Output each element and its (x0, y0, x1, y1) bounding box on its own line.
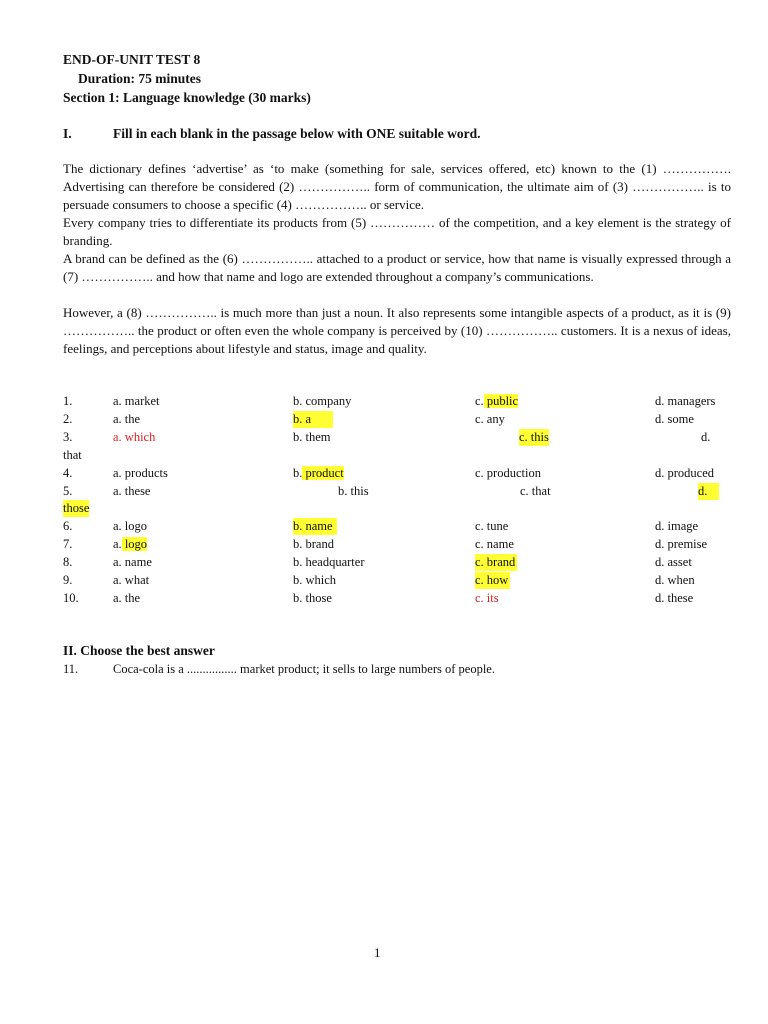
option-d-highlighted: d. (698, 483, 719, 500)
option-b (293, 465, 344, 482)
option-c-highlighted: c. brand (475, 555, 516, 569)
option-d: d. managers (655, 394, 716, 408)
answer-number: 1. (63, 394, 73, 408)
answer-number: 4. (63, 466, 73, 480)
test-title: END-OF-UNIT TEST 8 (63, 52, 201, 67)
option-d: d. premise (655, 537, 708, 551)
answer-number: 5. (63, 484, 73, 498)
option-d-wrap-highlighted: those (63, 501, 90, 515)
option-d: d. image (655, 519, 699, 533)
test-duration: Duration: 75 minutes (78, 71, 202, 86)
option-a (113, 536, 147, 553)
option-prefix: c. (475, 394, 484, 408)
option-d: d. when (655, 573, 695, 587)
option-a: a. logo (113, 519, 148, 533)
option-a: a. market (113, 394, 160, 408)
section-heading: Section 1: Language knowledge (30 marks) (63, 90, 311, 105)
option-b: b. those (293, 591, 332, 605)
option-c-highlighted: c. how (475, 573, 509, 587)
highlighted-answer: product (302, 466, 344, 480)
option-d: d. these (655, 591, 694, 605)
passage-paragraph-4: However, a (8) …………….. is much more than just a noun. It also represents some intangible aspects of a product, as it is (9) …………….. the product or often even the whole company is perceived by (10) …………….. customers. It is a nexus of ideas, feelings, and perceptions about lifestyle and status, image and quality. (63, 305, 731, 356)
option-c: c. that (520, 484, 551, 498)
option-b: b. them (293, 430, 331, 444)
option-d: d. produced (655, 466, 715, 480)
part1-instruction: Fill in each blank in the passage below with ONE suitable word. (113, 126, 481, 141)
answer-number: 7. (63, 537, 73, 551)
option-d-wrap: that (63, 448, 82, 462)
answer-number: 6. (63, 519, 73, 533)
option-b-highlighted: b. a (293, 411, 333, 428)
option-b-highlighted: b. name (293, 518, 337, 535)
option-c: c. name (475, 537, 514, 551)
passage-paragraph-3: A brand can be defined as the (6) …………….. attached to a product or service, how that name is visually expressed through a (7) …………….. and how that name and logo are extended throughout a company’s communications. (63, 251, 731, 284)
option-c-highlighted: c. this (519, 430, 549, 444)
option-b: b. brand (293, 537, 334, 551)
option-a-highlighted: a. the (113, 591, 141, 605)
answer-number: 10. (63, 591, 79, 605)
option-a: a. what (113, 573, 150, 587)
answer-number: 9. (63, 573, 73, 587)
option-a: a. these (113, 484, 151, 498)
option-c: c. tune (475, 519, 509, 533)
option-d: d. asset (655, 555, 692, 569)
option-c (475, 393, 518, 410)
option-prefix: b. (293, 466, 303, 480)
question-11-text: Coca-cola is a ................ market product; it sells to large numbers of people. (113, 662, 495, 676)
option-a: a. the (113, 412, 141, 426)
highlighted-answer: logo (121, 537, 148, 551)
option-a-incorrect: a. which (113, 430, 156, 444)
option-c-incorrect: c. its (475, 591, 499, 605)
highlighted-answer: public (483, 394, 519, 408)
option-b: b. which (293, 573, 337, 587)
option-b: b. this (338, 484, 369, 498)
option-c: c. any (475, 412, 505, 426)
option-d: d. (701, 430, 711, 444)
option-a: a. products (113, 466, 168, 480)
option-b: b. company (293, 394, 352, 408)
option-d: d. some (655, 412, 694, 426)
option-c: c. production (475, 466, 541, 480)
page-number: 1 (374, 945, 381, 960)
question-11-number: 11. (63, 662, 79, 676)
passage-paragraph-1: The dictionary defines ‘advertise’ as ‘to make (something for sale, services offered, etc) known to the (1) ……………. Advertising can therefore be considered (2) …………….. form of communication, the ultimate aim of (3) …………….. is to persuade consumers to choose a specific (4) …………….. or service. (63, 161, 731, 212)
answer-number: 8. (63, 555, 73, 569)
answer-number: 2. (63, 412, 73, 426)
passage-paragraph-2: Every company tries to differentiate its products from (5) …………… of the competition, and a key element is the strategy of branding. (63, 215, 731, 248)
option-prefix: a. (113, 537, 122, 551)
option-b: b. headquarter (293, 555, 365, 569)
answer-number: 3. (63, 430, 73, 444)
option-a: a. name (113, 555, 152, 569)
part1-number: I. (63, 126, 72, 141)
part2-heading: II. Choose the best answer (63, 643, 215, 658)
